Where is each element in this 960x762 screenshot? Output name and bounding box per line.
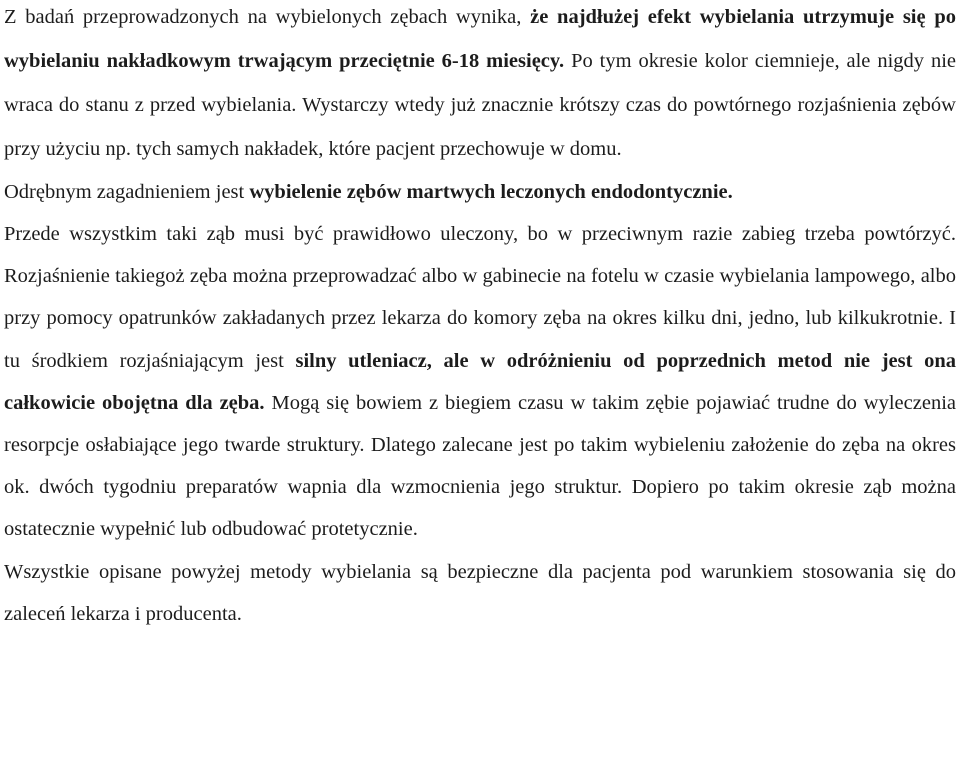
bold-text-span: ale w odróżnieniu od poprzednich metod nie jest ona całkowicie obojętna dla zęba. (4, 349, 956, 414)
bold-text-span: wybielenie zębów martwych leczonych endodontycznie. (249, 181, 733, 203)
paragraph-safety-note (4, 551, 956, 635)
bold-text-span: , (426, 349, 444, 372)
text-span: Przede wszystkim taki ząb musi być prawidłowo uleczony, bo w przeciwnym razie zabieg trzeba powtórzyć. Rozjaśnienie takiegoż zęba można przeprowadzać albo w gabinecie na fotelu w czasie wybielania lampowego, albo przy pomocy opatrunków zakładanych przez lekarza do komory zęba na okres kilku dni, jedno, lub kilkukrotnie. I tu środkiem rozjaśniającym jest (4, 223, 956, 372)
document-body (4, 0, 956, 635)
paragraph-dead-teeth-heading (4, 171, 956, 213)
bold-text-span: że najdłużej efekt wybielania utrzymuje się po wybielaniu nakładkowym trwającym przeciętnie 6-18 miesięcy. (4, 6, 956, 72)
bold-text-span: silny utleniacz (295, 349, 427, 372)
text-span: Z badań przeprowadzonych na wybielonych zębach wynika, (4, 6, 531, 28)
paragraph-whitening-duration (4, 0, 956, 171)
text-span: Mogą się bowiem z biegiem czasu w takim zębie pojawiać trudne do wyleczenia resorpcje osłabiające jego twarde struktury. Dlatego zalecane jest po takim wybieleniu założenie do zęba na okres ok. dwóch tygodniu preparatów wapnia dla wzmocnienia jego struktur. Dopiero po takim okresie ząb można ostatecznie wypełnić lub odbudować protetycznie. (4, 391, 956, 541)
text-span: Po tym okresie kolor ciemnieje, ale nigdy nie wraca do stanu z przed wybielania. Wystarczy wtedy już znacznie krótszy czas do powtórnego rozjaśnienia zębów przy użyciu np. tych samych nakładek, które pacjent przechowuje w domu. (4, 50, 956, 160)
paragraph-dead-teeth-procedure (4, 213, 956, 551)
text-span: Wszystkie opisane powyżej metody wybielania są bezpieczne dla pacjenta pod warunkiem stosowania się do zaleceń lekarza i producenta. (4, 560, 956, 625)
text-span: Odrębnym zagadnieniem jest (4, 181, 250, 203)
